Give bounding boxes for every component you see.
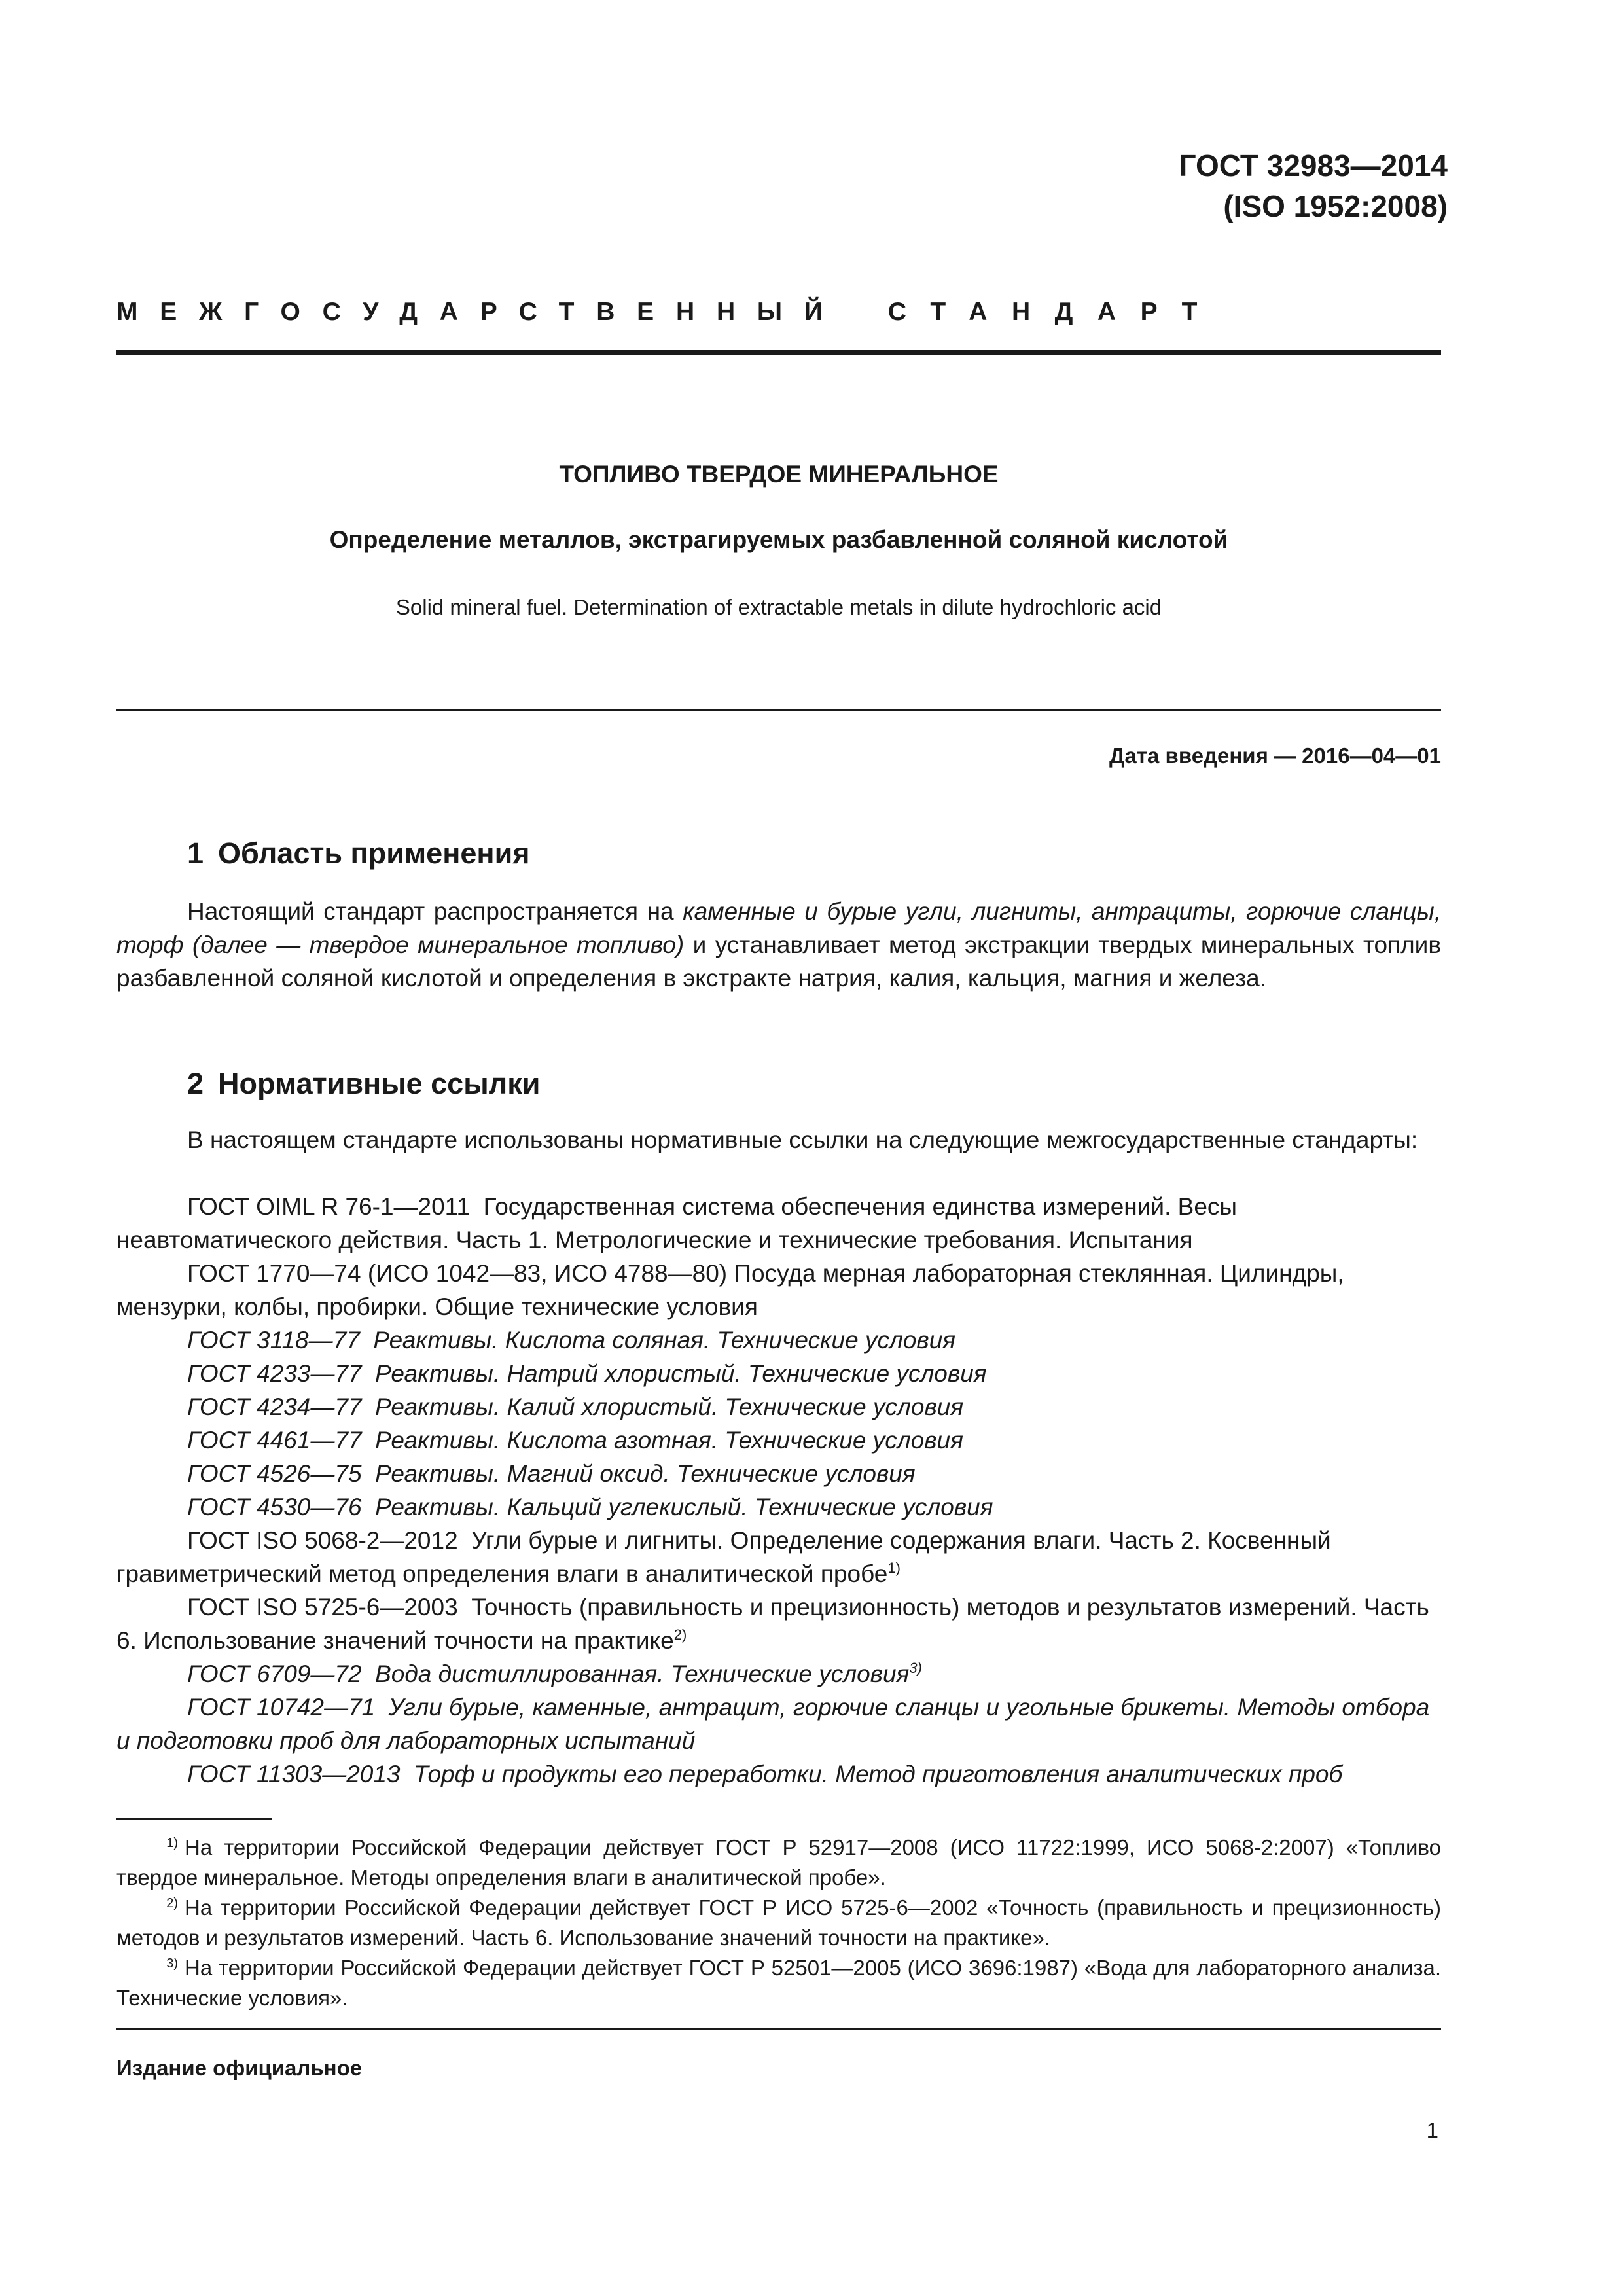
footnote-mark: 3) bbox=[909, 1660, 922, 1676]
footnote-mark: 2) bbox=[673, 1626, 687, 1643]
introduction-date: Дата введения — 2016—04—01 bbox=[1109, 744, 1441, 768]
section-heading-references bbox=[187, 1065, 540, 1103]
official-edition-label: Издание официальное bbox=[116, 2056, 363, 2080]
footnote: $^{1)}$ На территории Российской Федерации действует ГОСТ Р 52917—2008 (ИСО 11722:1999, ИСО 5068-2:2007) «Топливо твердое минеральное. Методы определения влаги в аналитической пробе». bbox=[116, 1835, 1441, 1890]
banner-word-standard: СТАНДАРТ bbox=[887, 298, 1222, 326]
interstate-standard-banner bbox=[116, 296, 1441, 329]
reference-item: ГОСТ 1770—74 (ИСО 1042—83, ИСО 4788—80) Посуда мерная лабораторная стеклянная. Цилиндры, мензурки, колбы, пробирки. Общие технические условия bbox=[116, 1260, 1344, 1320]
footer-divider bbox=[116, 2028, 1441, 2030]
reference-item: ГОСТ 4526—75 Реактивы. Магний оксид. Технические условия bbox=[187, 1460, 916, 1487]
footnote: $^{2)}$ На территории Российской Федерации действует ГОСТ Р ИСО 5725-6—2002 «Точность (правильность и прецизионность) методов и результатов измерений. Часть 6. Использование значений точности на практике». bbox=[116, 1895, 1441, 1950]
page-number: 1 bbox=[1426, 2118, 1438, 2142]
title-divider bbox=[116, 709, 1441, 711]
footnote-mark: 1) bbox=[166, 1836, 178, 1850]
section-number: 2 bbox=[187, 1067, 204, 1100]
document-subtitle: Определение металлов, экстрагируемых разбавленной соляной кислотой bbox=[329, 526, 1228, 553]
reference-item: ГОСТ 11303—2013 Торф и продукты его переработки. Метод приготовления аналитических проб bbox=[187, 1761, 1343, 1787]
section-number: 1 bbox=[187, 836, 204, 870]
reference-item: ГОСТ 4233—77 Реактивы. Натрий хлористый. Технические условия bbox=[187, 1360, 987, 1387]
reference-item: ГОСТ 4530—76 Реактивы. Кальций углекислый. Технические условия bbox=[187, 1494, 993, 1520]
reference-item: ГОСТ 4234—77 Реактивы. Калий хлористый. Технические условия bbox=[187, 1393, 964, 1420]
footnote-mark: 1) bbox=[887, 1560, 901, 1576]
reference-item: ГОСТ 10742—71 Угли бурые, каменные, антрацит, горючие сланцы и угольные брикеты. Методы отбора и подготовки проб для лабораторных испытаний bbox=[116, 1694, 1430, 1754]
reference-item: ГОСТ 4461—77 Реактивы. Кислота азотная. Технические условия bbox=[187, 1427, 963, 1454]
reference-item: ГОСТ OIML R 76-1—2011 Государственная система обеспечения единства измерений. Весы неавтоматического действия. Часть 1. Метрологические и технические требования. Испытания bbox=[116, 1193, 1237, 1253]
document-title: ТОПЛИВО ТВЕРДОЕ МИНЕРАЛЬНОЕ bbox=[559, 461, 999, 488]
reference-item: ГОСТ 3118—77 Реактивы. Кислота соляная. Технические условия bbox=[187, 1327, 956, 1354]
scope-paragraph: Настоящий стандарт распространяется на каменные и бурые угли, лигниты, антрациты, горючие сланцы, торф (далее — твердое минеральное топливо) и устанавливает метод экстракции твердых минеральных топлив разбавленной соляной кислотой и определения в экстракте натрия, калия, кальция, магния и железа. bbox=[116, 898, 1441, 992]
reference-item: ГОСТ ISO 5068-2—2012 Угли бурые и лигниты. Определение содержания влаги. Часть 2. Косвенный гравиметрический метод определения влаги в аналитической пробе$^{1)}$ bbox=[116, 1527, 1331, 1587]
iso-number: (ISO 1952:2008) bbox=[1223, 189, 1448, 223]
banner-word-interstate: МЕЖГОСУДАРСТВЕННЫЙ bbox=[116, 298, 845, 326]
footnote-mark: 2) bbox=[166, 1896, 178, 1910]
footnote: $^{3)}$ На территории Российской Федерации действует ГОСТ Р 52501—2005 (ИСО 3696:1987) «Вода для лабораторного анализа. Технические условия». bbox=[116, 1956, 1441, 2010]
references-intro: В настоящем стандарте использованы нормативные ссылки на следующие межгосударственные стандарты: bbox=[187, 1126, 1418, 1153]
scope-fuel-types: каменные и бурые угли, лигниты, антрациты, горючие сланцы, торф (далее — твердое минеральное топливо) bbox=[116, 898, 1441, 958]
section-heading-scope bbox=[187, 834, 530, 872]
document-english-title: Solid mineral fuel. Determination of extractable metals in dilute hydrochloric acid bbox=[395, 595, 1162, 619]
header-divider bbox=[116, 350, 1441, 355]
reference-item: ГОСТ ISO 5725-6—2003 Точность (правильность и прецизионность) методов и результатов измерений. Часть 6. Использование значений точности на практике$^{2)}$ bbox=[116, 1594, 1429, 1654]
section-title: Нормативные ссылки bbox=[218, 1067, 541, 1100]
footnote-separator bbox=[116, 1818, 272, 1820]
section-title: Область применения bbox=[218, 836, 530, 870]
footnote-mark: 3) bbox=[166, 1956, 178, 1971]
gost-number: ГОСТ 32983—2014 bbox=[1179, 149, 1448, 183]
gost-designation bbox=[1179, 145, 1448, 226]
reference-item: ГОСТ 6709—72 Вода дистиллированная. Технические условия$^{3)}$ bbox=[187, 1660, 922, 1687]
